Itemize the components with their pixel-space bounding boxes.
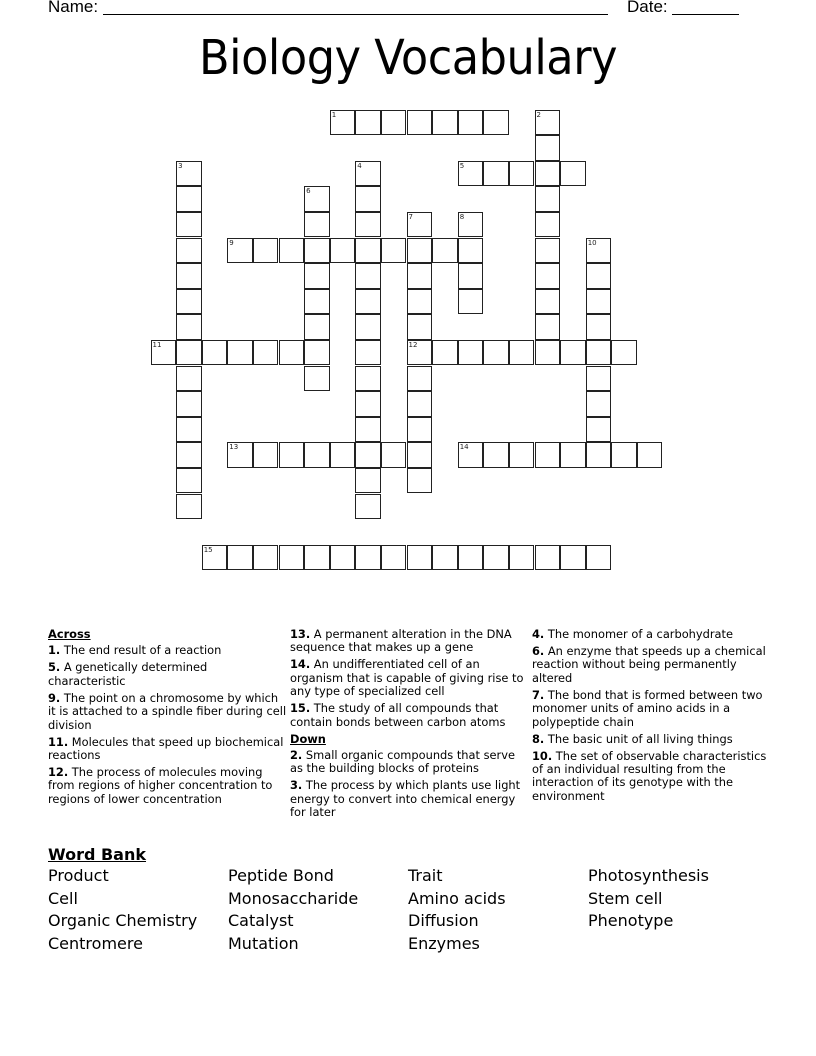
word-bank-item: Trait — [408, 866, 443, 885]
clue-item — [532, 645, 772, 685]
crossword-cell[interactable] — [509, 340, 535, 366]
clue-number: 14 — [459, 443, 469, 452]
crossword-cell[interactable] — [355, 186, 381, 212]
crossword-cell[interactable] — [202, 340, 228, 366]
crossword-cell[interactable] — [483, 161, 509, 187]
clue-number: 12 — [408, 340, 418, 349]
crossword-cell[interactable] — [509, 545, 535, 571]
crossword-cell[interactable] — [560, 340, 586, 366]
crossword-cell[interactable] — [355, 340, 381, 366]
crossword-cell[interactable] — [176, 442, 202, 468]
crossword-cell[interactable] — [458, 212, 484, 238]
crossword-cell[interactable] — [458, 442, 484, 468]
crossword-cell[interactable] — [355, 391, 381, 417]
crossword-cell[interactable] — [586, 314, 612, 340]
clue-number-label: 3. — [290, 778, 303, 793]
crossword-cell[interactable] — [176, 263, 202, 289]
crossword-cell[interactable] — [304, 366, 330, 392]
crossword-cell[interactable] — [458, 289, 484, 315]
word-bank-list — [48, 866, 768, 966]
crossword-cell[interactable] — [381, 442, 407, 468]
crossword-cell[interactable] — [176, 161, 202, 187]
word-bank-item: Peptide Bond — [228, 866, 334, 885]
clue-number-label: 10. — [532, 748, 553, 763]
word-bank-item: Photosynthesis — [588, 866, 709, 885]
clue-number: 9 — [229, 238, 234, 247]
crossword-cell[interactable] — [407, 468, 433, 494]
clue-number-label: 7. — [532, 687, 545, 702]
crossword-cell[interactable] — [381, 238, 407, 264]
word-bank-item: Monosaccharide — [228, 888, 359, 908]
crossword-cell[interactable] — [535, 186, 561, 212]
crossword-cell[interactable] — [176, 494, 202, 520]
crossword-cell[interactable] — [535, 110, 561, 136]
crossword-cell[interactable] — [586, 238, 612, 264]
clue-text: The monomer of a carbohydrate — [544, 627, 734, 641]
crossword-cell[interactable] — [355, 314, 381, 340]
crossword-cell[interactable] — [227, 238, 253, 264]
crossword-cell[interactable] — [355, 212, 381, 238]
crossword-cell[interactable] — [586, 417, 612, 443]
clue-text: The process by which plants use light energy to convert into chemical energy for later — [290, 778, 521, 820]
crossword-cell[interactable] — [483, 340, 509, 366]
clue-text: The end result of a reaction — [60, 643, 222, 658]
crossword-cell[interactable] — [304, 340, 330, 366]
crossword-cell[interactable] — [509, 442, 535, 468]
crossword-cell[interactable] — [381, 110, 407, 136]
crossword-cell[interactable] — [586, 391, 612, 417]
crossword-cell[interactable] — [535, 545, 561, 571]
word-bank-item: Organic Chemistry — [48, 911, 198, 931]
page-title: Biology Vocabulary — [198, 30, 618, 86]
crossword-cell[interactable] — [279, 545, 305, 571]
crossword-cell[interactable] — [355, 545, 381, 571]
word-bank — [48, 845, 768, 966]
crossword-cell[interactable] — [304, 314, 330, 340]
clue-text: The point on a chromosome by which it is attached to a spindle fiber during cell division — [48, 690, 287, 732]
clue-number: 11 — [152, 340, 162, 349]
clue-number: 5 — [459, 161, 465, 170]
crossword-cell[interactable] — [458, 263, 484, 289]
crossword-cell[interactable] — [381, 545, 407, 571]
clue-number-label: 1. — [48, 643, 61, 658]
crossword-cell[interactable] — [355, 110, 381, 136]
crossword-cell[interactable] — [355, 417, 381, 443]
clue-number: 4 — [357, 161, 362, 170]
down-heading: Down — [290, 731, 326, 746]
crossword-cell[interactable] — [304, 442, 330, 468]
crossword-cell[interactable] — [407, 417, 433, 443]
crossword-cell[interactable] — [253, 545, 279, 571]
crossword-cell[interactable] — [279, 442, 305, 468]
clue-item — [532, 750, 772, 804]
crossword-cell[interactable] — [560, 161, 586, 187]
clue-number-label: 12. — [48, 765, 69, 780]
clue-text: The process of molecules moving from regions of higher concentration to regions of lower concentration — [48, 765, 273, 806]
crossword-cell[interactable] — [176, 468, 202, 494]
clue-number-label: 9. — [48, 690, 61, 705]
crossword-cell[interactable] — [586, 442, 612, 468]
crossword-cell[interactable] — [407, 263, 433, 289]
crossword-cell[interactable] — [176, 340, 202, 366]
crossword-cell[interactable] — [509, 161, 535, 187]
clue-number: 6 — [306, 187, 311, 196]
crossword-cell[interactable] — [330, 110, 356, 136]
word-bank-item: Product — [48, 866, 109, 885]
clue-number-label: 15. — [290, 701, 311, 716]
crossword-cell[interactable] — [227, 340, 253, 366]
crossword-cell[interactable] — [458, 340, 484, 366]
clue-item — [290, 779, 530, 819]
word-bank-item: Phenotype — [588, 911, 674, 931]
clue-item — [48, 766, 288, 806]
clue-number: 3 — [178, 161, 183, 170]
date-label: Date: — [627, 0, 668, 16]
clue-text: Molecules that speed up biochemical reactions — [48, 734, 284, 763]
clue-item — [48, 644, 288, 657]
crossword-cell[interactable] — [151, 340, 177, 366]
crossword-cell[interactable] — [586, 263, 612, 289]
crossword-cell[interactable] — [432, 110, 458, 136]
crossword-cell[interactable] — [253, 340, 279, 366]
clue-text: The bond that is formed between two monomer units of amino acids in a polypeptide chain — [532, 687, 763, 729]
clue-item — [290, 749, 530, 776]
clue-number: 1 — [331, 110, 337, 119]
clue-number: 7 — [408, 212, 413, 221]
crossword-cell[interactable] — [535, 289, 561, 315]
crossword-cell[interactable] — [611, 340, 637, 366]
clue-text: An enzyme that speeds up a chemical reaction without being permanently altered — [532, 644, 766, 685]
clue-number-label: 2. — [290, 748, 303, 763]
crossword-cell[interactable] — [432, 238, 458, 264]
crossword-cell[interactable] — [407, 238, 433, 264]
word-bank-item: Amino acids — [408, 888, 506, 908]
clue-number: 8 — [459, 212, 465, 221]
clue-text: A permanent alteration in the DNA sequence that makes up a gene — [290, 627, 512, 655]
crossword-cell[interactable] — [458, 110, 484, 136]
crossword-cell[interactable] — [483, 442, 509, 468]
crossword-cell[interactable] — [535, 212, 561, 238]
crossword-cell[interactable] — [407, 391, 433, 417]
crossword-cell[interactable] — [407, 289, 433, 315]
crossword-cell[interactable] — [304, 238, 330, 264]
clue-item — [290, 628, 530, 655]
crossword-cell[interactable] — [279, 238, 305, 264]
clue-text: Small organic compounds that serve as the building blocks of proteins — [290, 748, 515, 776]
crossword-cell[interactable] — [483, 545, 509, 571]
clue-text: The study of all compounds that contain bonds between carbon atoms — [290, 701, 506, 729]
crossword-cell[interactable] — [304, 186, 330, 212]
crossword-cell[interactable] — [355, 289, 381, 315]
crossword-cell[interactable] — [407, 314, 433, 340]
clue-number-label: 11. — [48, 734, 69, 749]
crossword-cell[interactable] — [535, 263, 561, 289]
crossword-cell[interactable] — [586, 545, 612, 571]
crossword-cell[interactable] — [330, 238, 356, 264]
word-bank-heading: Word Bank — [48, 845, 147, 864]
crossword-cell[interactable] — [407, 110, 433, 136]
crossword-cell[interactable] — [483, 110, 509, 136]
crossword-cell[interactable] — [227, 442, 253, 468]
crossword-cell[interactable] — [304, 263, 330, 289]
crossword-cell[interactable] — [253, 238, 279, 264]
crossword-cell[interactable] — [586, 340, 612, 366]
crossword-cell[interactable] — [458, 545, 484, 571]
crossword-cell[interactable] — [176, 366, 202, 392]
crossword-cell[interactable] — [279, 340, 305, 366]
crossword-cell[interactable] — [535, 135, 561, 161]
word-bank-item: Diffusion — [408, 911, 479, 931]
crossword-cell[interactable] — [304, 545, 330, 571]
crossword-cell[interactable] — [176, 212, 202, 238]
clue-item — [532, 689, 772, 729]
crossword-cell[interactable] — [407, 442, 433, 468]
crossword-cell[interactable] — [355, 468, 381, 494]
crossword-cell[interactable] — [330, 442, 356, 468]
clue-item — [290, 702, 530, 729]
clue-item — [48, 661, 288, 688]
clue-number-label: 4. — [532, 627, 545, 641]
clues-column-2 — [290, 628, 530, 823]
crossword-cell[interactable] — [407, 340, 433, 366]
crossword-cell[interactable] — [560, 545, 586, 571]
clue-text: The basic unit of all living things — [544, 731, 733, 746]
crossword-cell[interactable] — [304, 212, 330, 238]
crossword-cell[interactable] — [407, 545, 433, 571]
word-bank-item: Catalyst — [228, 911, 294, 931]
crossword-cell[interactable] — [355, 442, 381, 468]
crossword-cell[interactable] — [253, 442, 279, 468]
clue-item — [532, 628, 772, 641]
clue-number-label: 6. — [532, 644, 545, 658]
clue-item — [48, 736, 288, 763]
crossword-cell[interactable] — [355, 366, 381, 392]
word-bank-item: Mutation — [228, 934, 299, 954]
crossword-cell[interactable] — [202, 545, 228, 571]
clue-text: An undifferentiated cell of an organism that is capable of giving rise to any type of specialized cell — [290, 657, 524, 699]
clue-number-label: 14. — [290, 657, 311, 672]
crossword-cell[interactable] — [637, 442, 663, 468]
crossword-cell[interactable] — [355, 494, 381, 520]
crossword-cell[interactable] — [227, 545, 253, 571]
crossword-cell[interactable] — [355, 238, 381, 264]
clue-number-label: 13. — [290, 627, 311, 641]
clue-number-label: 5. — [48, 660, 61, 675]
crossword-cell[interactable] — [535, 238, 561, 264]
across-heading: Across — [48, 627, 91, 641]
crossword-cell[interactable] — [355, 263, 381, 289]
crossword-cell[interactable] — [586, 289, 612, 315]
crossword-cell[interactable] — [560, 442, 586, 468]
name-label: Name: — [48, 0, 99, 16]
word-bank-item: Centromere — [48, 934, 143, 954]
crossword-cell[interactable] — [458, 238, 484, 264]
crossword-cell[interactable] — [176, 391, 202, 417]
clue-number: 10 — [587, 238, 597, 247]
crossword-cell[interactable] — [355, 161, 381, 187]
crossword-cell[interactable] — [586, 366, 612, 392]
crossword-cell[interactable] — [176, 238, 202, 264]
clue-number-label: 8. — [532, 731, 545, 746]
crossword-cell[interactable] — [176, 314, 202, 340]
crossword-cell[interactable] — [176, 417, 202, 443]
clues-column-1 — [48, 628, 288, 810]
word-bank-item: Cell — [48, 888, 78, 908]
crossword-cell[interactable] — [535, 314, 561, 340]
clues-column-3 — [532, 628, 772, 807]
clue-text: A genetically determined characteristic — [48, 660, 208, 688]
crossword-cell[interactable] — [407, 212, 433, 238]
crossword-cell[interactable] — [458, 161, 484, 187]
word-bank-item: Enzymes — [408, 934, 480, 954]
word-bank-item: Stem cell — [588, 888, 663, 908]
crossword-cell[interactable] — [535, 340, 561, 366]
crossword-cell[interactable] — [535, 442, 561, 468]
crossword-cell[interactable] — [611, 442, 637, 468]
clue-item — [48, 692, 288, 732]
crossword-cell[interactable] — [304, 289, 330, 315]
crossword-cell[interactable] — [432, 545, 458, 571]
clue-text: The set of observable characteristics of an individual resulting from the interaction of its genotype with the environment — [532, 748, 767, 803]
crossword-cell[interactable] — [176, 186, 202, 212]
crossword-cell[interactable] — [176, 289, 202, 315]
clue-item — [290, 658, 530, 698]
crossword-cell[interactable] — [535, 161, 561, 187]
crossword-cell[interactable] — [432, 340, 458, 366]
clue-item — [532, 733, 772, 746]
crossword-cell[interactable] — [330, 545, 356, 571]
clue-number: 15 — [203, 545, 213, 554]
clue-number: 13 — [229, 443, 239, 452]
clue-number: 2 — [536, 110, 541, 119]
crossword-cell[interactable] — [407, 366, 433, 392]
